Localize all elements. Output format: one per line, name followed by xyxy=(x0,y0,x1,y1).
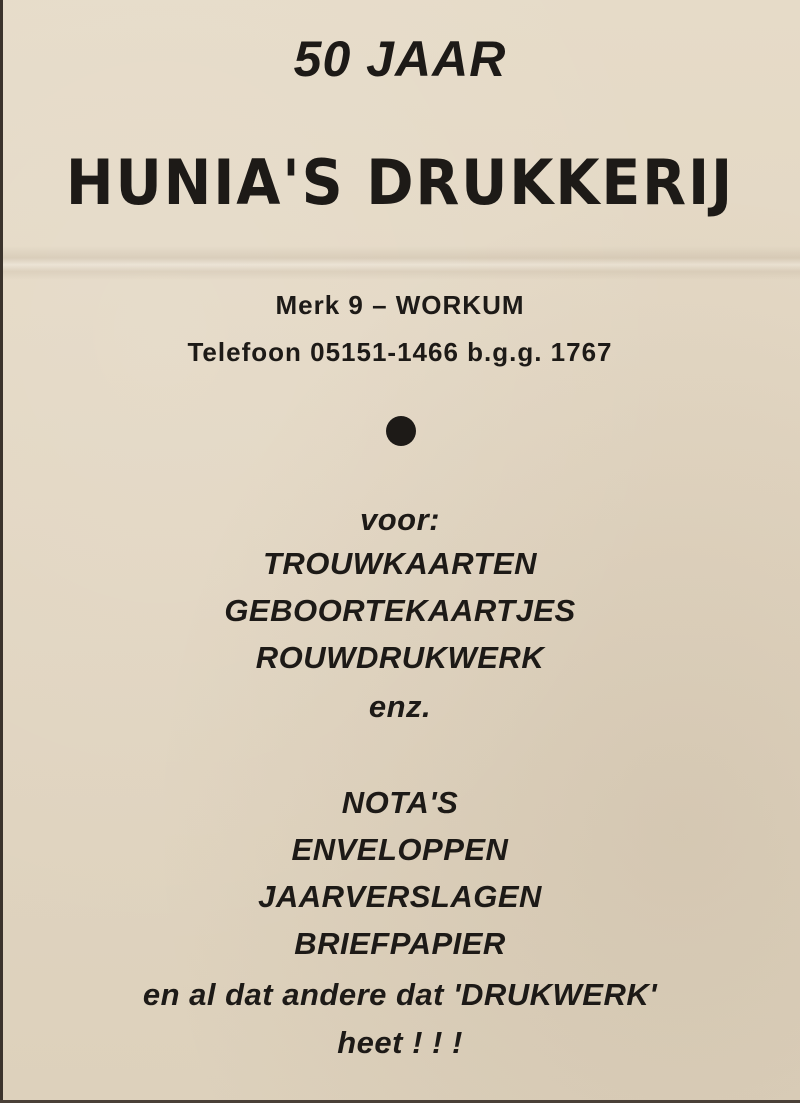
ad-title-anniversary: 50 JAAR xyxy=(293,31,507,87)
product-item: GEBOORTEKAARTJES xyxy=(224,593,576,628)
product-item: BRIEFPAPIER xyxy=(294,926,506,961)
ad-intro: voor: xyxy=(360,502,440,537)
product-item: ROUWDRUKWERK xyxy=(255,640,545,675)
ad-title-company: HUNIA'S DRUKKERIJ xyxy=(65,146,735,219)
product-item: ENVELOPPEN xyxy=(291,832,509,867)
product-item: enz. xyxy=(368,689,432,724)
ad-address: Merk 9 – WORKUM xyxy=(275,290,525,320)
ad-closing-line: en al dat andere dat 'DRUKWERK' xyxy=(142,977,658,1012)
product-item: JAARVERSLAGEN xyxy=(258,879,542,914)
product-item: NOTA'S xyxy=(341,785,459,820)
ad-phone: Telefoon 05151-1466 b.g.g. 1767 xyxy=(187,337,613,367)
product-item: TROUWKAARTEN xyxy=(262,546,538,581)
bullet-dot-icon xyxy=(386,416,416,446)
paper-fold-crease xyxy=(0,246,800,280)
ad-closing-line: heet ! ! ! xyxy=(337,1025,463,1060)
